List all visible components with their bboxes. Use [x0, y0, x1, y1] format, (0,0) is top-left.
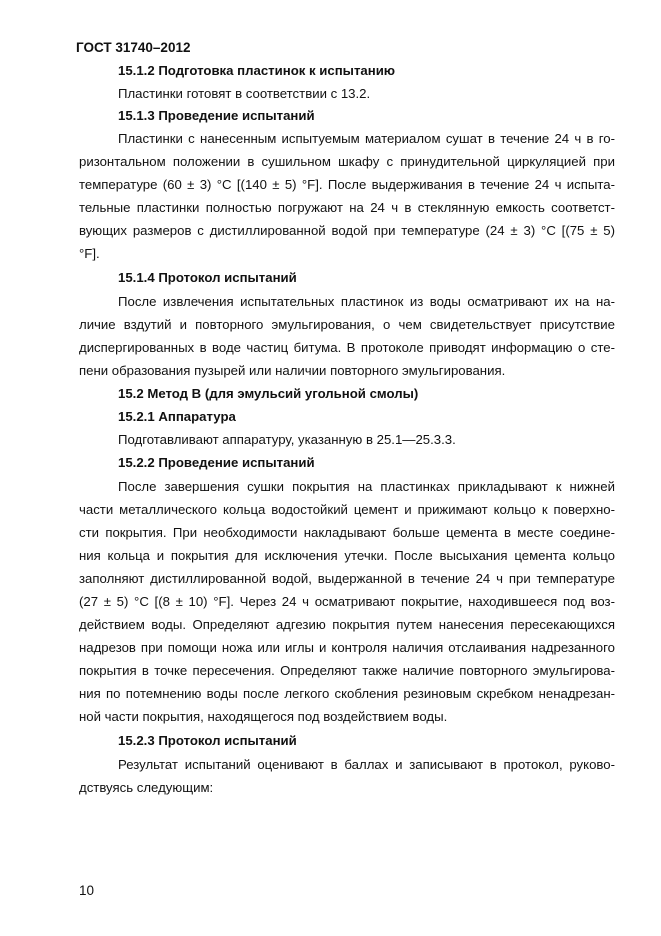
page-number: 10: [79, 883, 95, 898]
paragraph-line: покрытия в точке пересечения. Определяют также наличие повторного эмульгирова-: [79, 663, 615, 678]
paragraph-line: После извлечения испытательных пластинок из воды осматривают их на на-: [118, 294, 615, 309]
section-heading-15-1-3: 15.1.3 Проведение испытаний: [118, 108, 315, 123]
paragraph-line: ризонтальном положении в сушильном шкафу с принудительной циркуляцией при: [79, 154, 615, 169]
paragraph-line: температуре (60 ± 3) °С [(140 ± 5) °F]. После выдерживания в течение 24 ч испыта-: [79, 177, 615, 192]
paragraph-line: Пластинки готовят в соответствии с 13.2.: [118, 86, 371, 101]
section-heading-15-2: 15.2 Метод В (для эмульсий угольной смолы): [118, 386, 419, 401]
paragraph-line: действием воды. Определяют адгезию покрытия путем нанесения пересекающихся: [79, 617, 615, 632]
paragraph-line: После завершения сушки покрытия на пластинках прикладывают к нижней: [118, 479, 615, 494]
paragraph-line: личие вздутий и повторного эмульгирования, о чем свидетельствует присутствие: [79, 317, 615, 332]
paragraph-line: Подготавливают аппаратуру, указанную в 25.1—25.3.3.: [118, 432, 456, 447]
paragraph-line: °F].: [79, 246, 100, 261]
paragraph-line: ния кольца и покрытия для исключения утечки. После высыхания цемента кольцо: [79, 548, 615, 563]
paragraph-line: диспергированных в воде частиц битума. В протоколе приводят информацию о сте-: [79, 340, 615, 355]
paragraph-line: заполняют дистиллированной водой, выдержанной в течение 24 ч при температуре: [79, 571, 615, 586]
paragraph-line: (27 ± 5) °С [(8 ± 10) °F]. Через 24 ч осматривают покрытие, находившееся под воз-: [79, 594, 615, 609]
paragraph-line: части металлического кольца водостойкий цемент и прижимают кольцо к поверхно-: [79, 502, 615, 517]
document-code: ГОСТ 31740–2012: [76, 40, 191, 55]
paragraph-line: пени образования пузырей или наличии повторного эмульгирования.: [79, 363, 506, 378]
paragraph-line: дствуясь следующим:: [79, 780, 214, 795]
section-heading-15-2-3: 15.2.3 Протокол испытаний: [118, 733, 297, 748]
section-heading-15-2-1: 15.2.1 Аппаратура: [118, 409, 236, 424]
paragraph-line: ной части покрытия, находящегося под воздействием воды.: [79, 709, 448, 724]
section-heading-15-2-2: 15.2.2 Проведение испытаний: [118, 455, 315, 470]
paragraph-line: тельные пластинки полностью погружают на 24 ч в стеклянную емкость соответст-: [79, 200, 615, 215]
paragraph-line: ния по потемнению воды после легкого скобления резиновым скребком ненадрезан-: [79, 686, 615, 701]
section-heading-15-1-4: 15.1.4 Протокол испытаний: [118, 270, 297, 285]
paragraph-line: Пластинки с нанесенным испытуемым материалом сушат в течение 24 ч в го-: [118, 131, 615, 146]
paragraph-line: надрезов при помощи ножа или иглы и контроля наличия отслаивания надрезанного: [79, 640, 615, 655]
paragraph-line: Результат испытаний оценивают в баллах и записывают в протокол, руково-: [118, 757, 615, 772]
section-heading-15-1-2: 15.1.2 Подготовка пластинок к испытанию: [118, 63, 396, 78]
paragraph-line: вующих размеров с дистиллированной водой при температуре (24 ± 3) °С [(75 ± 5): [79, 223, 615, 238]
paragraph-line: сти покрытия. При необходимости накладывают больше цемента в месте соедине-: [79, 525, 615, 540]
